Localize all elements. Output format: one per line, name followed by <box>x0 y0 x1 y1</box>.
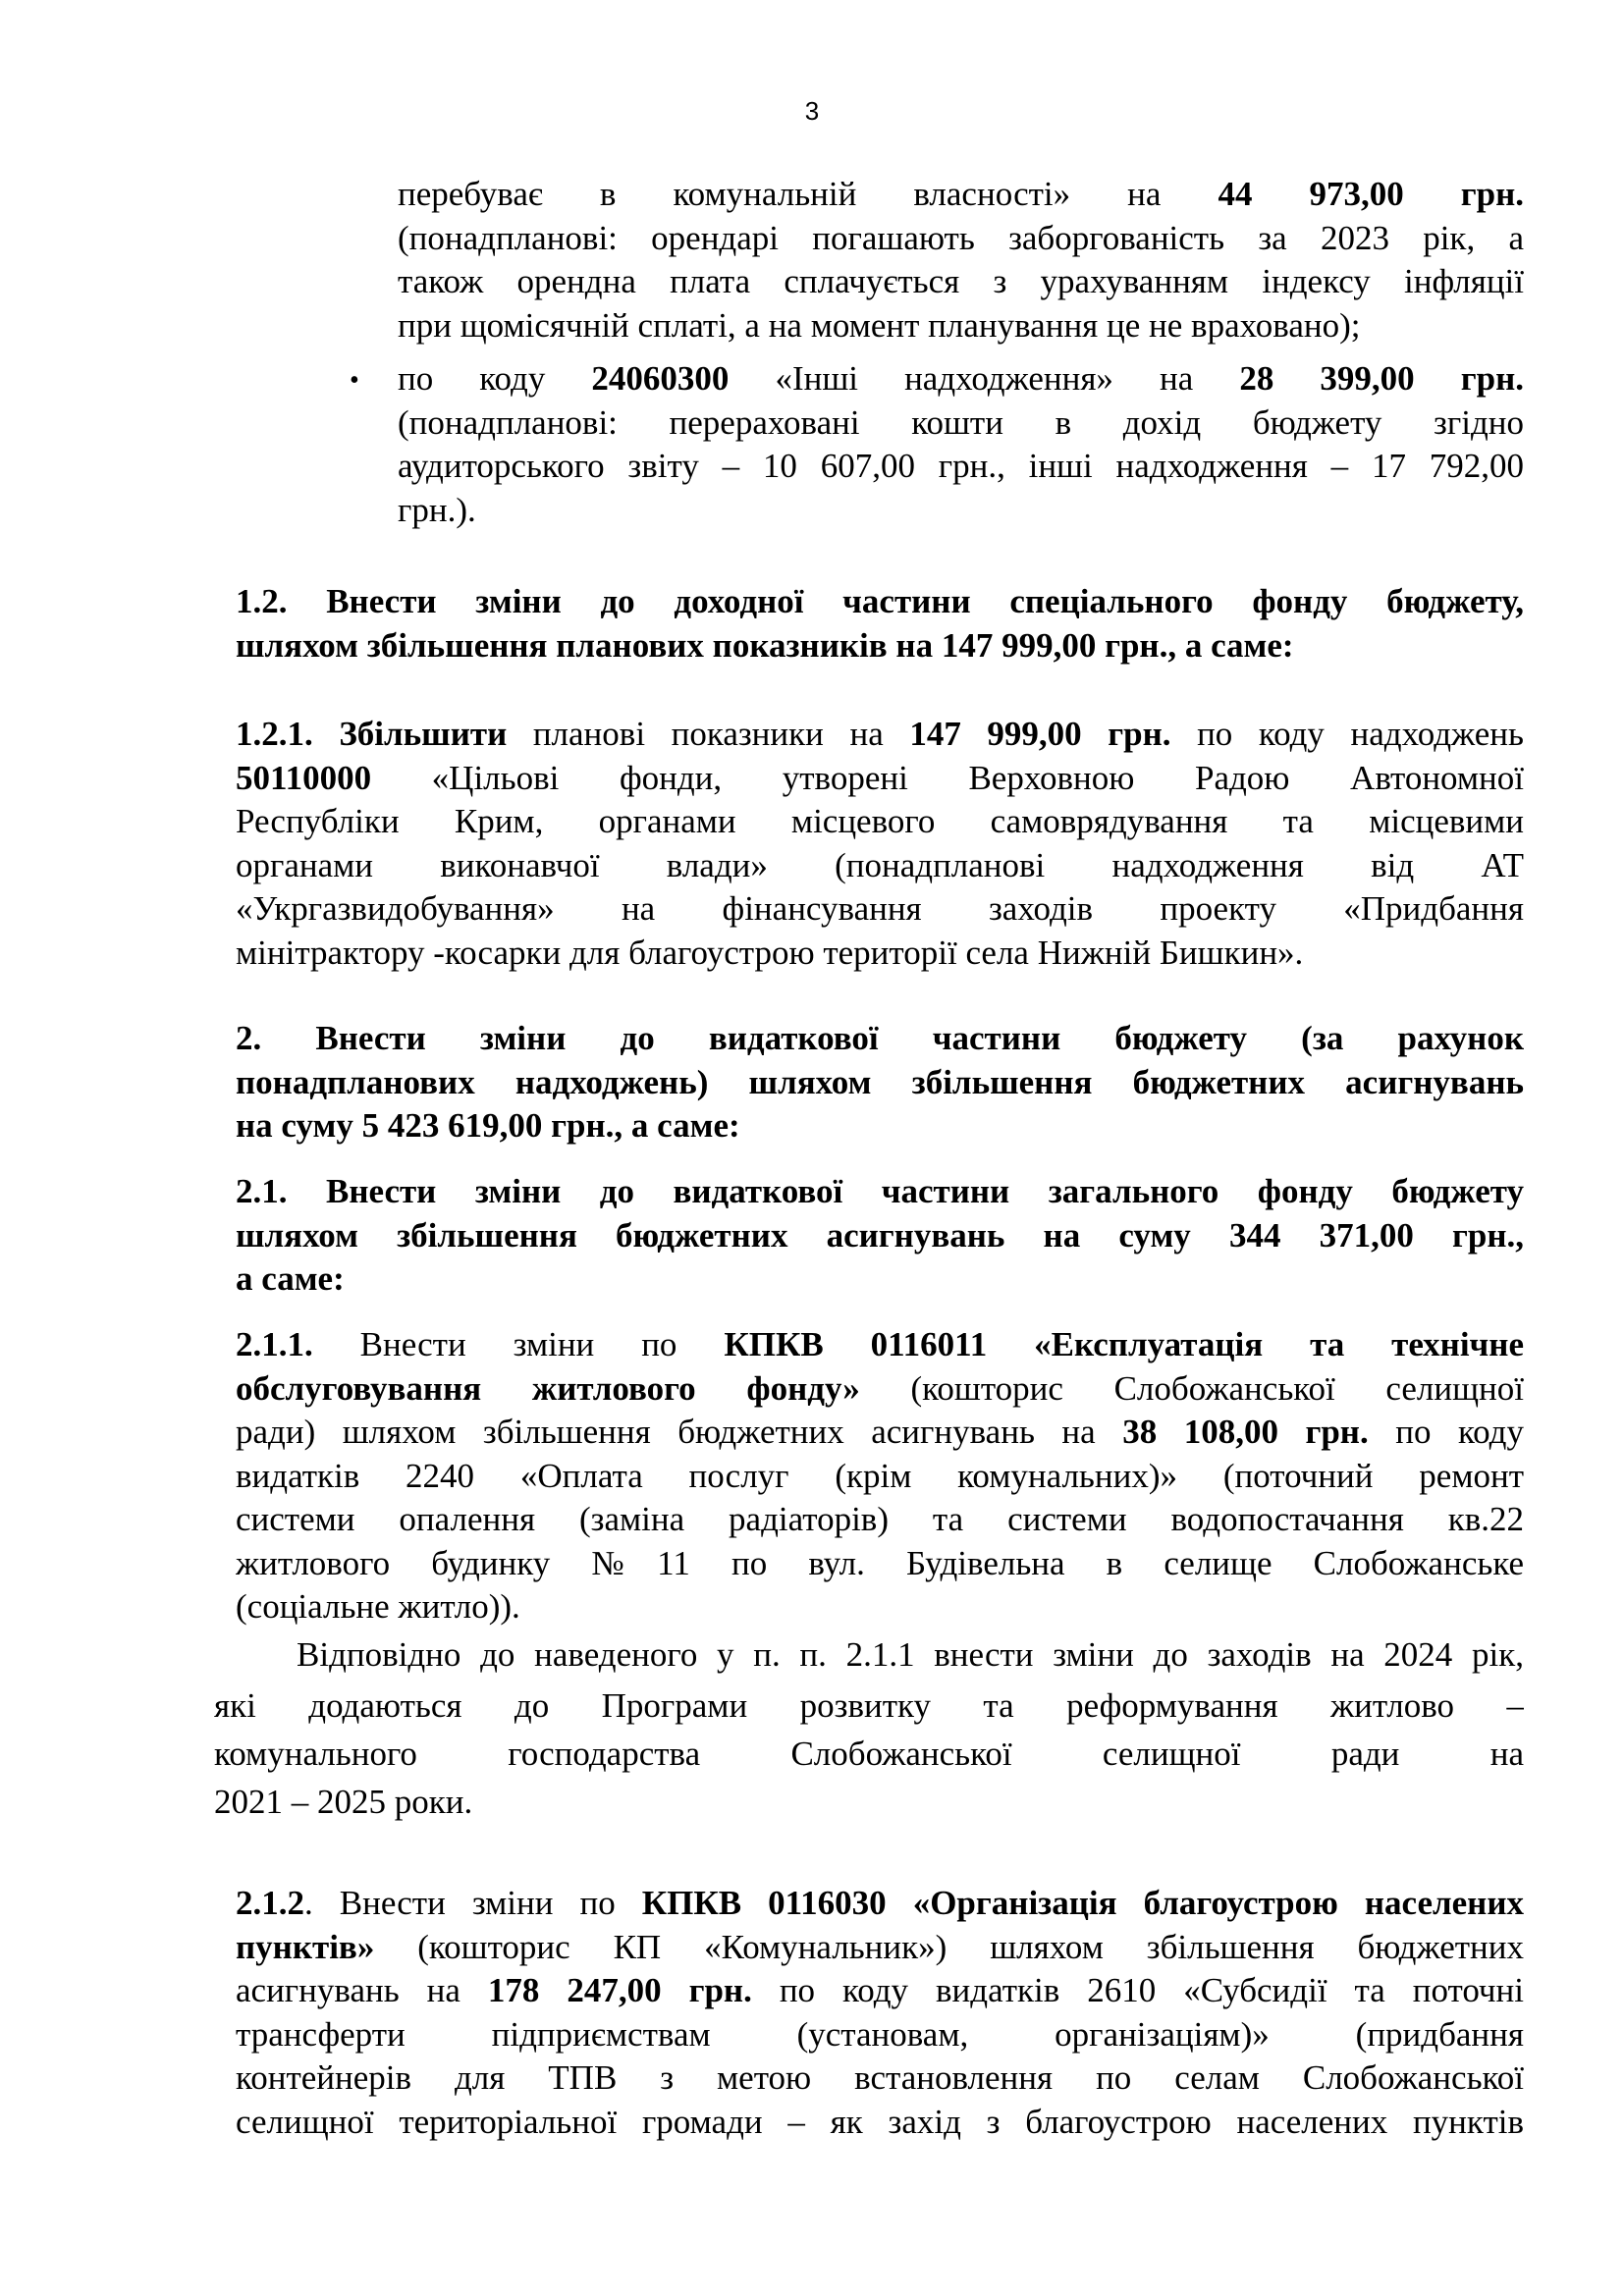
text-run: (соціальне житло)). <box>236 1587 520 1626</box>
text-run: Відповідно до наведеного у п. п. 2.1.1 внести зміни до заходів на 2024 рік, <box>297 1635 1524 1674</box>
text-run: комунального господарства Слобожанської селищної ради на <box>214 1735 1524 1773</box>
text-run: ради) шляхом збільшення бюджетних асигнувань на <box>236 1413 1123 1451</box>
text-line <box>236 624 1524 668</box>
text-line <box>214 1730 1524 1778</box>
bold-text-run: 24060300 <box>591 359 730 398</box>
bold-text-run: а саме: <box>236 1259 345 1298</box>
bold-text-run: шляхом збільшення планових показників на 147 999,00 грн., а саме: <box>236 625 1294 665</box>
text-run: по коду <box>398 359 592 398</box>
bold-text-run: КПКВ 0116011 «Експлуатація та технічне <box>724 1325 1524 1363</box>
text-line <box>236 1257 1524 1302</box>
text-run: селищної територіальної громади – як захід з благоустрою населених пунктів <box>236 2102 1524 2141</box>
text-line <box>236 1585 1524 1629</box>
text-line <box>236 1104 1524 1148</box>
text-line <box>214 1682 1524 1730</box>
bold-text-run: КПКВ 0116030 «Організація благоустрою населених <box>641 1884 1524 1922</box>
text-line <box>236 2013 1524 2057</box>
text-line <box>214 1778 1524 1826</box>
text-line <box>236 1411 1524 1455</box>
text-run: планові показники на <box>507 715 910 753</box>
text-line <box>398 217 1524 261</box>
text-line <box>236 1542 1524 1586</box>
text-run: системи опалення (заміна радіаторів) та системи водопостачання кв.22 <box>236 1500 1524 1538</box>
text-line <box>236 713 1524 757</box>
paragraph-1-2-1 <box>236 713 1524 975</box>
text-run: аудиторського звіту – 10 607,00 грн., інші надходження – 17 792,00 <box>398 447 1524 485</box>
text-run: (кошторис Слобожанської селищної <box>859 1368 1524 1408</box>
paragraph-program-continuation <box>214 1682 1524 1826</box>
text-line <box>236 1061 1524 1105</box>
text-line <box>236 2056 1524 2101</box>
text-run: 2021 – 2025 роки. <box>214 1783 473 1821</box>
text-line <box>297 1633 1524 1678</box>
bold-text-run: пунктів» <box>236 1927 375 1966</box>
text-line <box>236 1498 1524 1542</box>
text-line <box>236 1367 1524 1412</box>
text-line <box>236 887 1524 932</box>
page-number: 3 <box>804 96 820 126</box>
bold-text-run: на суму 5 423 619,00 грн., а саме: <box>236 1106 740 1145</box>
paragraph-rental-income <box>398 173 1524 347</box>
bold-text-run: 28 399,00 грн. <box>1239 359 1524 398</box>
text-run: житлового будинку №11 по вул. Будівельна в селище Слобожанське <box>236 1543 1524 1582</box>
bold-text-run: 147 999,00 грн. <box>909 715 1171 753</box>
bold-text-run: 44 973,00 грн. <box>1218 175 1524 213</box>
paragraph-program-intro <box>297 1633 1524 1678</box>
text-line <box>398 489 1524 533</box>
text-line <box>236 2101 1524 2145</box>
text-line <box>398 401 1524 446</box>
text-line <box>236 1926 1524 1970</box>
heading-2-1 <box>236 1170 1524 1302</box>
text-run: «Цільові фонди, утворені Верховною Радою Автономної <box>371 758 1524 797</box>
text-run: органами виконавчої влади» (понадпланові надходження від АТ <box>236 845 1524 884</box>
bullet-marker: • <box>350 365 359 396</box>
text-run: контейнерів для ТПВ з метою встановлення по селам Слобожанської <box>236 2058 1524 2097</box>
text-run: також орендна плата сплачується з урахуванням індексу інфляції <box>398 262 1524 300</box>
text-run: мінітрактору -косарки для благоустрою території села Нижній Бишкин». <box>236 933 1304 972</box>
text-line <box>236 932 1524 976</box>
bold-text-run: понадпланових надходжень) шляхом збільшення бюджетних асигнувань <box>236 1062 1524 1101</box>
text-line <box>398 173 1524 217</box>
text-line <box>398 445 1524 489</box>
bold-text-run: обслуговування житлового фонду» <box>236 1368 860 1408</box>
text-run: по коду <box>1368 1413 1524 1451</box>
text-run: при щомісячній сплаті, а на момент планування це не враховано); <box>398 305 1361 345</box>
text-line <box>398 357 1524 401</box>
text-line <box>236 580 1524 624</box>
heading-1-2 <box>236 580 1524 667</box>
text-line <box>236 757 1524 801</box>
bold-text-run: 2.1.1. <box>236 1325 313 1363</box>
bold-text-run: 50110000 <box>236 758 372 797</box>
text-line <box>236 800 1524 844</box>
text-line <box>236 844 1524 888</box>
text-line <box>398 260 1524 304</box>
text-run: по коду видатків 2610 «Субсидії та поточні <box>751 1971 1524 2009</box>
text-run: трансферти підприємствам (установам, організаціям)» (придбання <box>236 2014 1524 2054</box>
text-run: (понадпланові: перераховані кошти в дохід бюджету згідно <box>398 402 1524 442</box>
text-line <box>236 1170 1524 1214</box>
text-line <box>236 1455 1524 1499</box>
text-run: Республіки Крим, органами місцевого самоврядування та місцевими <box>236 802 1524 840</box>
text-run: грн.). <box>398 490 476 529</box>
text-run: . Внести зміни по <box>304 1884 642 1922</box>
text-run: перебуває в комунальній власності» на <box>398 175 1218 213</box>
paragraph-2-1-1 <box>236 1323 1524 1629</box>
text-run: видатків 2240 «Оплата послуг (крім комунальних)» (поточний ремонт <box>236 1456 1524 1495</box>
text-line <box>398 304 1524 348</box>
text-run: (понадпланові: орендарі погашають заборгованість за 2023 рік, а <box>398 218 1524 257</box>
text-run: «Інші надходження» на <box>729 359 1240 398</box>
bold-text-run: 178 247,00 грн. <box>487 1971 752 2009</box>
paragraph-other-income-bullet <box>398 357 1524 532</box>
text-run: Внести зміни по <box>312 1325 725 1363</box>
paragraph-2-1-2 <box>236 1882 1524 2144</box>
bold-text-run: 1.2. Внести зміни до доходної частини спеціального фонду бюджету, <box>236 582 1524 620</box>
text-run: «Укргазвидобування» на фінансування заходів проекту «Придбання <box>236 889 1524 928</box>
bold-text-run: 2. Внести зміни до видаткової частини бюджету (за рахунок <box>236 1019 1524 1057</box>
text-run: по коду надходжень <box>1170 715 1524 753</box>
bold-text-run: 1.2.1. Збільшити <box>236 715 508 753</box>
text-line <box>236 1323 1524 1367</box>
text-line <box>236 1017 1524 1061</box>
bold-text-run: 2.1.2 <box>236 1884 304 1922</box>
text-line <box>236 1969 1524 2013</box>
bold-text-run: 2.1. Внести зміни до видаткової частини загального фонду бюджету <box>236 1172 1524 1210</box>
bold-text-run: 38 108,00 грн. <box>1122 1413 1369 1451</box>
bold-text-run: шляхом збільшення бюджетних асигнувань на суму 344 371,00 грн., <box>236 1215 1524 1255</box>
heading-2 <box>236 1017 1524 1148</box>
text-run: які додаються до Програми розвитку та реформування житлово – <box>214 1686 1524 1725</box>
text-run: асигнувань на <box>236 1971 488 2009</box>
text-line <box>236 1214 1524 1258</box>
text-line <box>236 1882 1524 1926</box>
text-run: (кошторис КП «Комунальник») шляхом збільшення бюджетних <box>374 1927 1524 1966</box>
